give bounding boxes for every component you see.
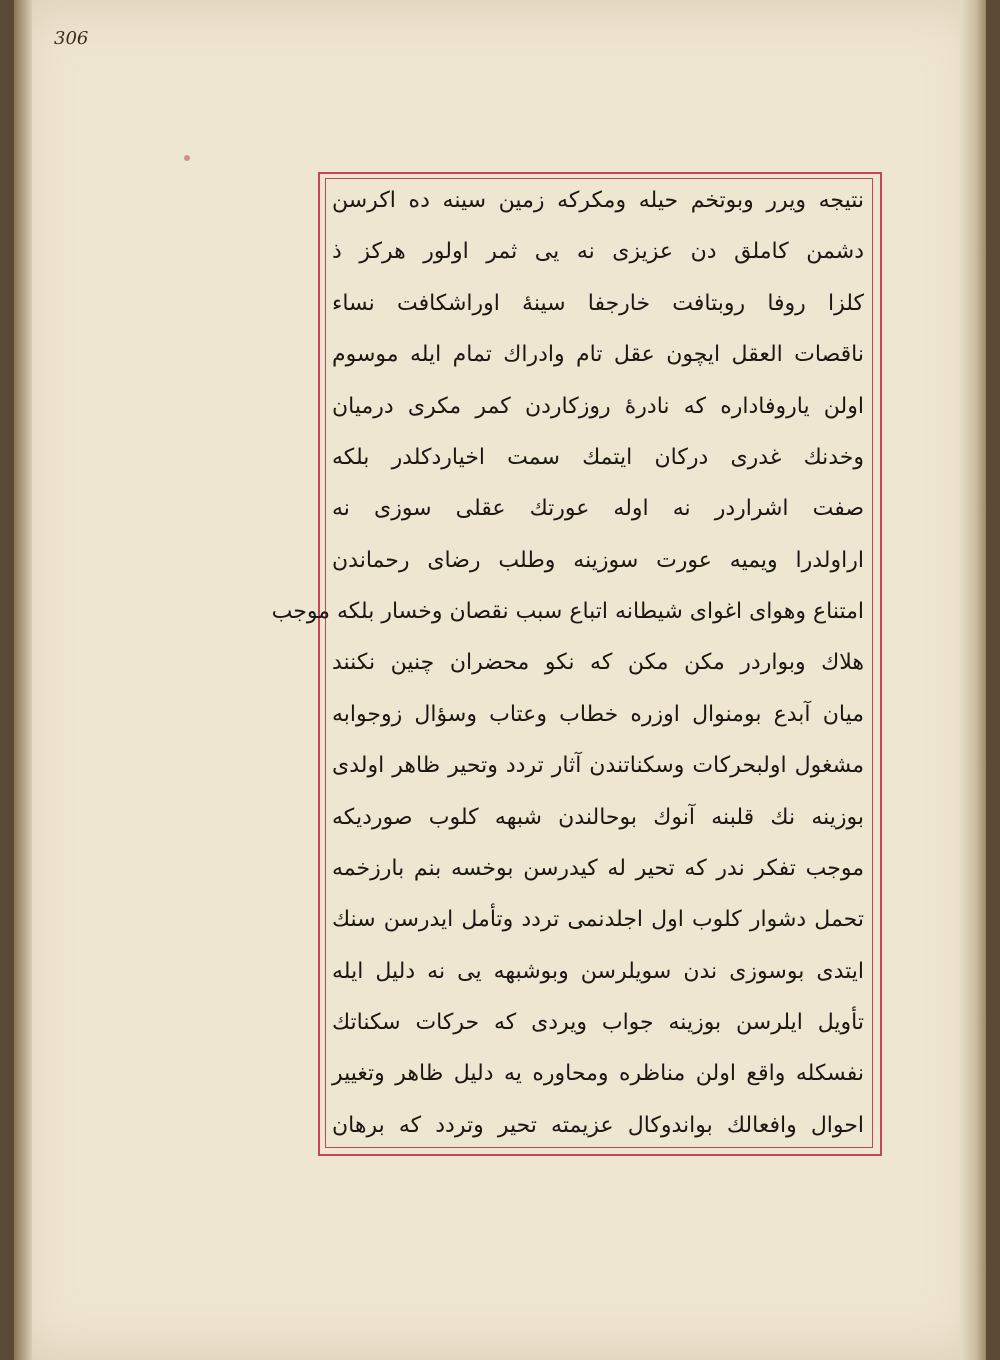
text-line: امتناع وهوای اغوای شیطانه اتباع سبب نقصان وخسار بلکه موجب (271, 599, 864, 624)
ink-stain (184, 155, 190, 161)
text-line: بوزینه نك قلبنه آنوك بوحالندن شبهه کلوب صوردیکه (332, 804, 864, 830)
text-line: تأویل ایلرسن بوزینه جواب ویردی که حرکات سکناتك (332, 1010, 864, 1035)
page-fore-edge (960, 0, 986, 1360)
text-line: ایتدی بوسوزی ندن سویلرسن وبوشبهه یی نه دلیل ایله (332, 958, 864, 984)
manuscript-text-block (271, 186, 864, 1141)
text-line: مشغول اولبحرکات وسکناتندن آثار تردد وتحیر ظاهر اولدی (332, 753, 864, 779)
text-line: اولن یاروفاداره که نادرهٔ روزکاردن کمر مکری درمیان (332, 393, 864, 419)
text-line: احوال وافعالك بواندوکال عزیمته تحیر وتردد که برهان (332, 1112, 864, 1138)
text-line: ناقصات العقل ایچون عقل تام وادراك تمام ایله موسوم (332, 342, 864, 368)
text-line: نفسکله واقع اولن مناظره ومحاوره یه دلیل ظاهر وتغییر (332, 1061, 864, 1087)
binding-gutter (14, 0, 32, 1360)
folio-number: 306 (54, 28, 89, 49)
text-line: دشمن کاملق دن عزیزی نه یی ثمر اولور هرکز ذ (332, 239, 864, 265)
text-line: موجب تفکر ندر که تحیر له کیدرسن بوخسه بنم بارزخمه (332, 855, 864, 881)
text-line: وخدنك غدری درکان ایتمك سمت اخیاردکلدر بلکه (332, 444, 864, 470)
text-line: میان آبدع بومنوال اوزره خطاب وعتاب وسؤال زوجوابه (332, 701, 864, 727)
text-line: صفت اشراردر نه اوله عورتك عقلی سوزی نه (332, 496, 864, 522)
text-line: اراولدرا ویمیه عورت سوزینه وطلب رضای رحماندن (332, 547, 864, 573)
text-line: تحمل دشوار کلوب اول اجلدنمی تردد وتأمل ایدرسن سنك (332, 907, 864, 933)
text-line: نتیجه ویرر وبوتخم حیله ومکرکه زمین سینه ده اکرسن (332, 188, 864, 213)
text-line: هلاك وبواردر مکن مکن که نکو محضران چنین نکنند (332, 650, 864, 676)
text-line: کلزا روفا روبتافت خارجفا سینهٔ اوراشکافت نساء (332, 290, 864, 316)
